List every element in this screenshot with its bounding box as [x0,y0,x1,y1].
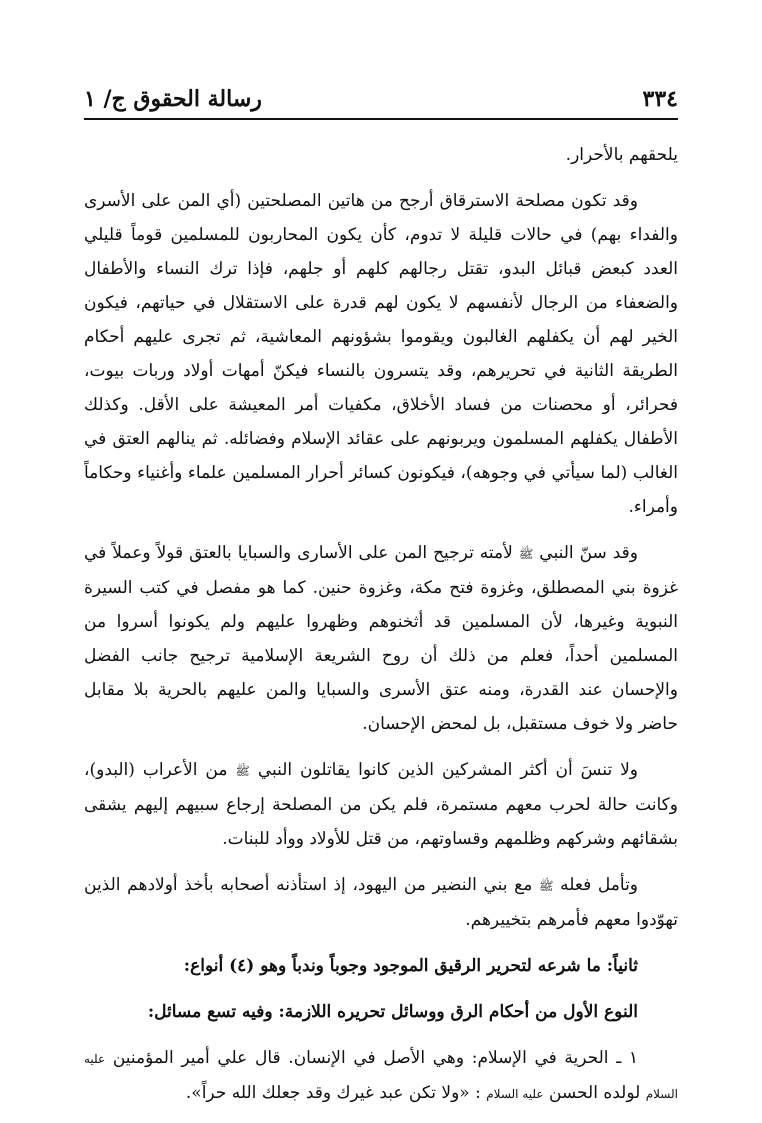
heading-text: النوع الأول من أحكام الرق ووسائل تحريره اللازمة: وفيه تسع مسائل: [147,1002,638,1022]
honorific-symbol: ﷺ [518,547,534,561]
paragraph-text: ولا تنسَ أن أكثر المشركين الذين كانوا يقاتلون النبي [257,760,639,780]
honorific-symbol: عليه السلام [486,1087,544,1101]
paragraph-text: وقد تكون مصلحة الاسترقاق أرجح من هاتين المصلحتين (أي المن على الأسرى والفداء بهم) في حالات قليلة لا تدوم، كأن يكون المحاربون للمسلمين قوماً قليلي العدد كبعض قبائل البدو، تقتل رجالهم كلهم أو جلهم، فإذا ترك النساء والأطفال والضعفاء من الرجال لأنفسهم لا يكون لهم قدرة على الاستقلال في حياتهم، فيكون الخير لهم أن يكفلهم الغالبون ويقوموا بشؤونهم المعاشية، ثم تجرى عليهم أحكام الطريقة الثانية في تحريرهم، وقد يتسرون بالنساء فيكنّ أمهات أولاد وربات بيوت، فحرائر، أو محصنات من فساد الأخلاق، مكفيات أمر المعيشة على الأقل. وكذلك الأطفال يكفلهم المسلمون ويربونهم على عقائد الإسلام وفضائله. ثم ينالهم العتق في الغالب (لما سيأتي في وجوهه)، فيكونون كسائر أحرار المسلمين علماء وأغنياء وحكاماً وأمراء. [84,191,678,517]
paragraph-enslavement-benefit [84,184,678,524]
paragraph-text: لأمته ترجيح المن على الأسارى والسبايا بالعتق قولاً وعملاً في غزوة بني المصطلق، وغزوة فتح مكة، وغزوة حنين. كما هو مفصل في كتب السيرة النبوية وغيرها، لأن المسلمين قد أثخنوهم وظهروا عليهم ولم يكونوا أسروا من المسلمين أحداً، فعلم من ذلك أن روح الشريعة الإسلامية ترجيح جانب الفضل والإحسان عند القدرة، ومنه عتق الأسرى والسبايا والمن عليهم بالحرية بلا مقابل حاضر ولا خوف مستقبل، بل لمحض الإحسان. [84,543,678,734]
paragraph-bani-nadir [84,868,678,937]
running-title: رسالة الحقوق ج/ ١ [84,86,262,112]
paragraph-text: مع بني النضير من اليهود، إذ استأذنه أصحابه بأخذ أولادهم الذين تهوّدوا معهم فأمرهم بتخييرهم. [84,875,678,930]
section-heading-first-type [84,995,678,1029]
paragraph-text: ١ ـ الحرية في الإسلام: وهي الأصل في الإنسان. قال علي أمير المؤمنين [112,1048,638,1068]
paragraph-text: : «ولا تكن عبد غيرك وقد جعلك الله حراً». [185,1083,481,1103]
page-header [84,84,678,120]
body-text [84,138,678,1123]
paragraph-continuation [84,138,678,172]
paragraph-text: يلحقهم بالأحرار. [565,145,678,165]
honorific-symbol: ﷺ [539,879,554,893]
paragraph-text: وتأمل فعله [560,875,639,895]
honorific-symbol: ﷺ [235,764,250,778]
paragraph-text: لولده الحسن [548,1083,641,1103]
page-number: ٣٣٤ [642,86,678,112]
paragraph-bedouin-polytheists [84,753,678,856]
heading-text: ثانياً: ما شرعه لتحرير الرقيق الموجود وجوباً وندباً وهو (٤) أنواع: [183,956,638,976]
paragraph-text: وقد سنّ النبي [539,543,639,563]
paragraph-freedom-in-islam [84,1041,678,1111]
section-heading-secondly [84,949,678,983]
paragraph-text: من الأعراب (البدو)، وكانت حالة لحرب معهم مستمرة، فلم يكن من المصلحة إرجاع سبيهم إليهم يشقى بشقائهم وشركهم وظلمهم وقساوتهم، من قتل للأولاد ووأد للبنات. [84,760,678,849]
paragraph-prophet-sunna [84,536,678,741]
honorific-symbol: عليه السلام [84,1052,678,1101]
